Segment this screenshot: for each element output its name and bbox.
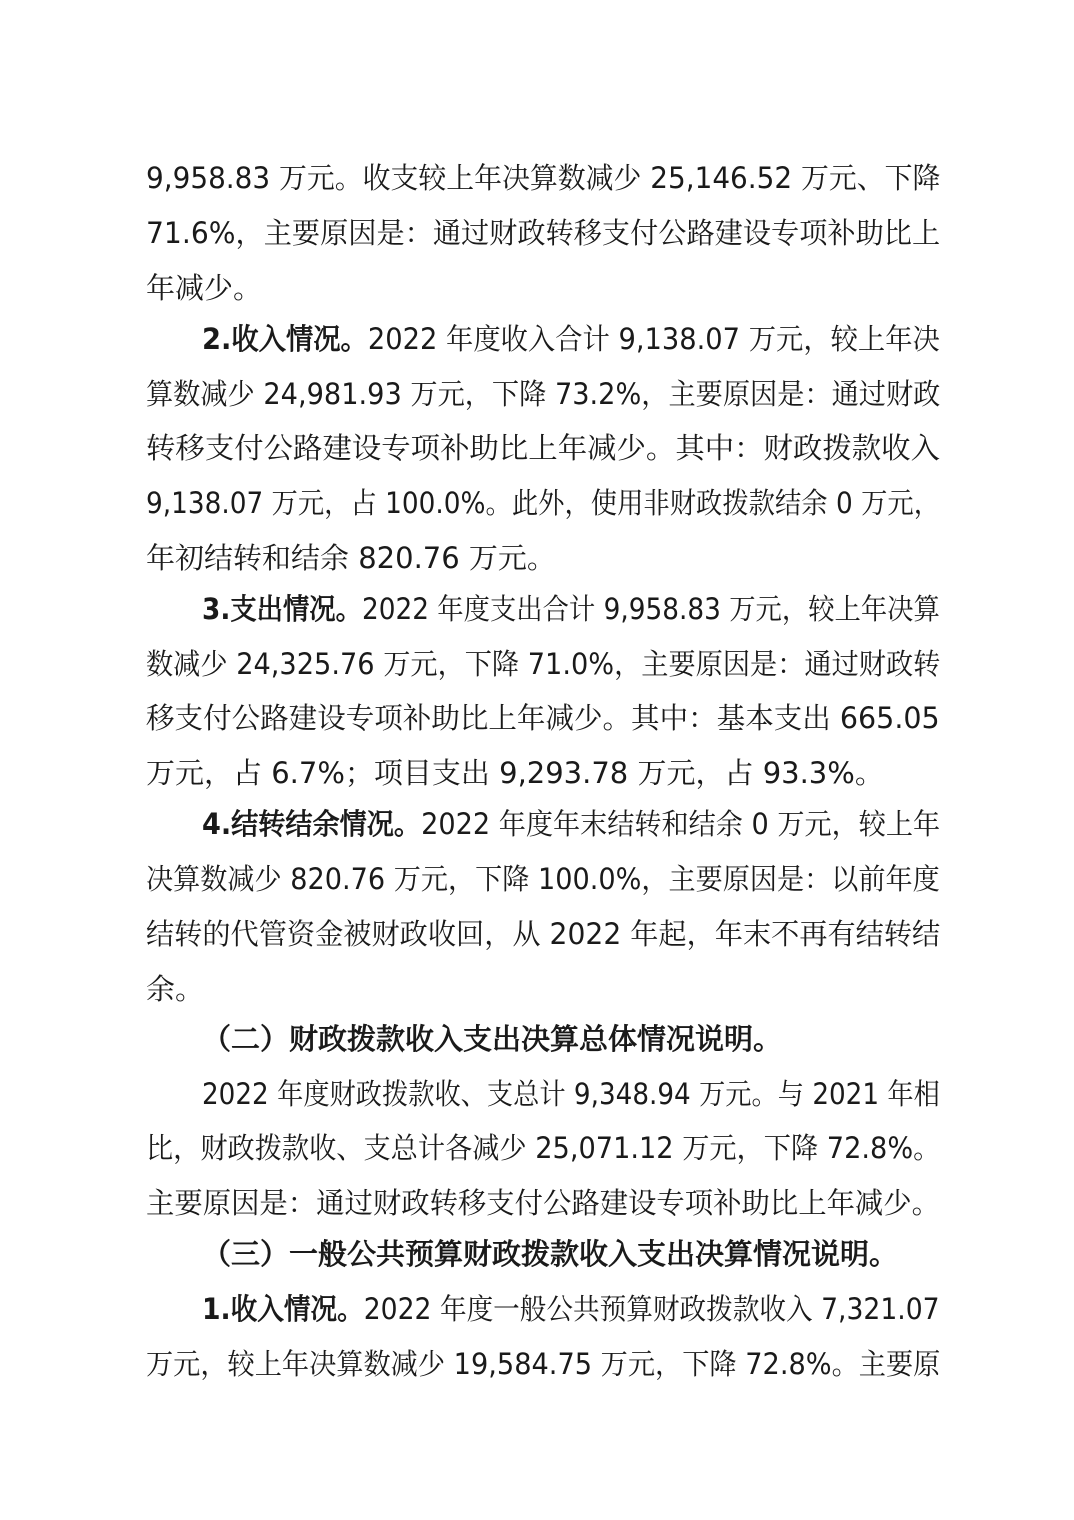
paragraph-text: 9,958.83 万元。收支较上年决算数减少 25,146.52 万元、下降 bbox=[146, 161, 941, 195]
text-line bbox=[146, 749, 884, 797]
paragraph-text: 71.6%，主要原因是：通过财政转移支付公路建设专项补助比上 bbox=[146, 216, 941, 250]
paragraph-text: 主要原因是：通过财政转移支付公路建设专项补助比上年减少。 bbox=[146, 1186, 941, 1220]
paragraph-text: 结转的代管资金被财政收回，从 2022 年起，年末不再有结转结 bbox=[146, 917, 941, 951]
text-line bbox=[202, 1015, 782, 1063]
section-heading: 1.收入情况。 bbox=[202, 1292, 364, 1326]
text-line bbox=[146, 640, 940, 688]
paragraph-text: 算数减少 24,981.93 万元，下降 73.2%，主要原因是：通过财政 bbox=[146, 377, 941, 411]
section-heading: 4.结转结余情况。 bbox=[202, 807, 422, 841]
paragraph-text: 2022 年度年末结转和结余 0 万元，较上年 bbox=[421, 807, 941, 841]
text-line bbox=[146, 370, 940, 418]
text-line bbox=[146, 1179, 940, 1227]
text-line bbox=[146, 855, 940, 903]
text-line bbox=[202, 800, 940, 848]
paragraph-text: 余。 bbox=[146, 972, 205, 1006]
text-line bbox=[146, 965, 204, 1013]
text-line bbox=[146, 694, 940, 742]
text-line bbox=[146, 534, 556, 582]
text-line bbox=[202, 315, 940, 363]
paragraph-text: 万元，占 6.7%；项目支出 9,293.78 万元，占 93.3%。 bbox=[146, 756, 884, 790]
section-heading: 3.支出情况。 bbox=[202, 592, 362, 626]
paragraph-text: 2022 年度收入合计 9,138.07 万元，较上年决 bbox=[367, 322, 940, 356]
text-line bbox=[202, 1285, 940, 1333]
paragraph-text: 万元，较上年决算数减少 19,584.75 万元，下降 72.8%。主要原 bbox=[146, 1347, 941, 1381]
paragraph-text: 年减少。 bbox=[146, 271, 263, 305]
text-line bbox=[146, 479, 940, 527]
text-line bbox=[146, 1124, 940, 1172]
paragraph-text: 比，财政拨款收、支总计各减少 25,071.12 万元，下降 72.8%。 bbox=[146, 1131, 941, 1165]
paragraph-text: 决算数减少 820.76 万元，下降 100.0%，主要原因是：以前年度 bbox=[146, 862, 940, 896]
paragraph-text: 转移支付公路建设专项补助比上年减少。其中：财政拨款收入 bbox=[146, 431, 941, 465]
section-heading: （三）一般公共预算财政拨款收入支出决算情况说明。 bbox=[202, 1237, 899, 1271]
text-line bbox=[146, 209, 940, 257]
text-line bbox=[146, 264, 262, 312]
paragraph-text: 2022 年度支出合计 9,958.83 万元，较上年决算 bbox=[361, 592, 940, 626]
text-line bbox=[146, 910, 940, 958]
text-line bbox=[202, 1070, 940, 1118]
text-line bbox=[202, 1230, 898, 1278]
text-line bbox=[146, 424, 940, 472]
text-line bbox=[146, 154, 940, 202]
paragraph-text: 2022 年度财政拨款收、支总计 9,348.94 万元。与 2021 年相 bbox=[202, 1077, 940, 1111]
text-line bbox=[146, 1340, 940, 1388]
paragraph-text: 2022 年度一般公共预算财政拨款收入 7,321.07 bbox=[363, 1292, 940, 1326]
paragraph-text: 数减少 24,325.76 万元，下降 71.0%，主要原因是：通过财政转 bbox=[146, 647, 941, 681]
section-heading: （二）财政拨款收入支出决算总体情况说明。 bbox=[202, 1022, 783, 1056]
section-heading: 2.收入情况。 bbox=[202, 322, 368, 356]
text-line bbox=[202, 585, 940, 633]
paragraph-text: 移支付公路建设专项补助比上年减少。其中：基本支出 665.05 bbox=[146, 701, 940, 735]
paragraph-text: 9,138.07 万元，占 100.0%。此外，使用非财政拨款结余 0 万元， bbox=[146, 486, 941, 520]
paragraph-text: 年初结转和结余 820.76 万元。 bbox=[146, 541, 556, 575]
